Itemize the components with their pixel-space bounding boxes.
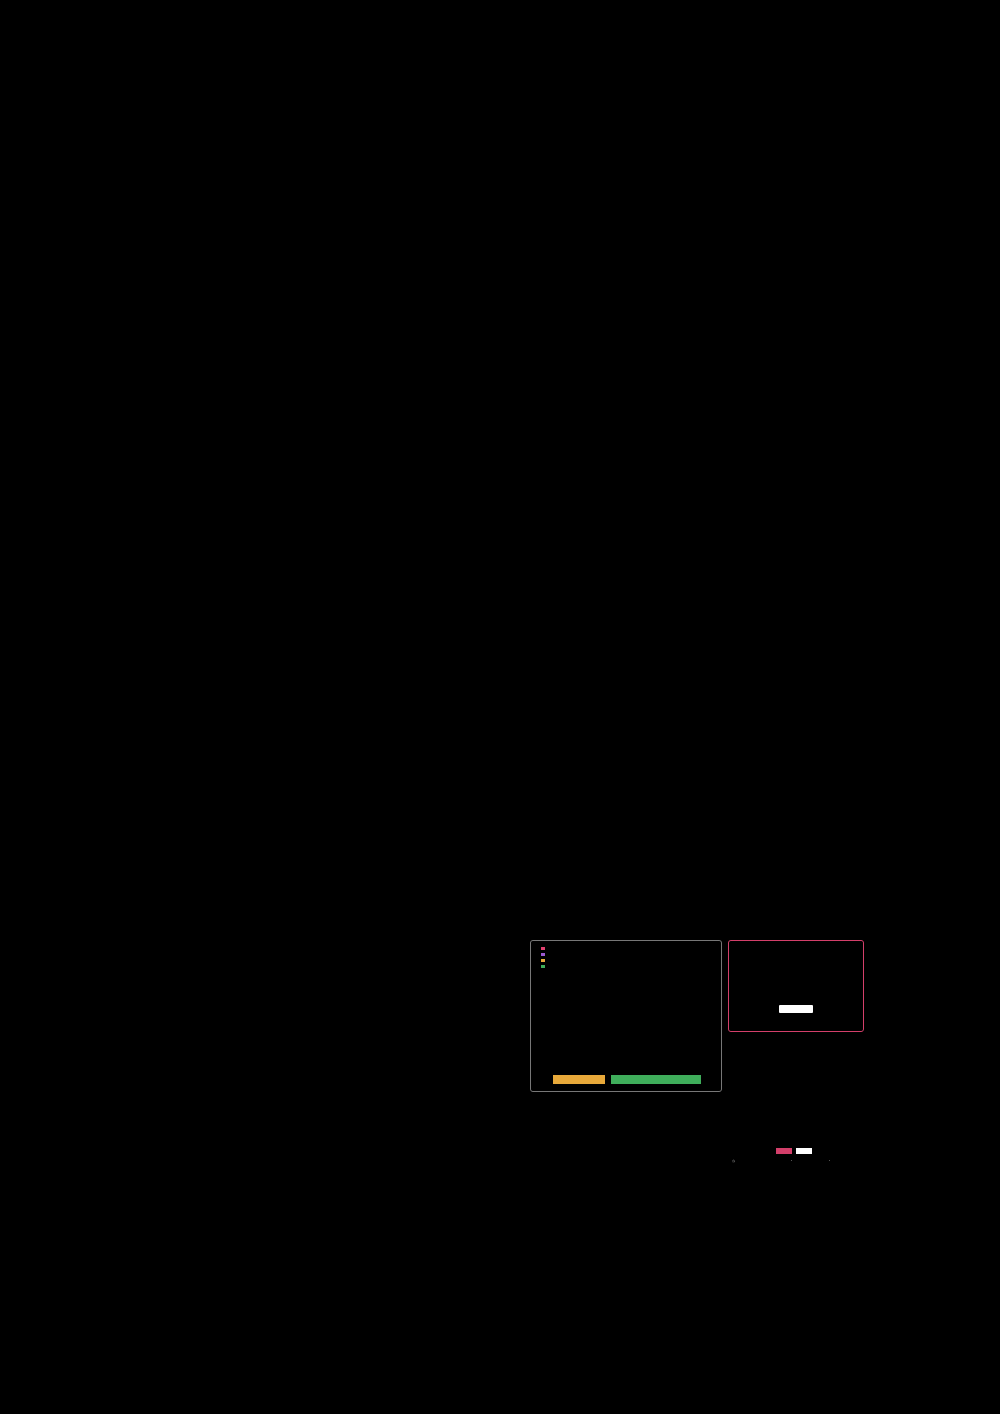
parliament-screenshot (528, 882, 864, 1182)
vote-yes-button[interactable] (776, 1148, 792, 1154)
vote-no-button[interactable] (796, 1148, 812, 1154)
hemicycle-panel (530, 940, 722, 1092)
left-column (136, 480, 481, 504)
proposal-footer-turnout: ◔ (790, 1159, 793, 1163)
join-cabinet-button[interactable] (779, 1005, 813, 1013)
withdraw-button[interactable] (553, 1075, 605, 1084)
membership-panel (728, 940, 864, 1032)
right-column (528, 480, 873, 504)
proposal-footer-time: ◷ (732, 1159, 736, 1163)
proposal-graphic (728, 1072, 862, 1134)
hemicycle-seats (531, 941, 721, 1091)
proposal-footer-yes: ◔ (828, 1159, 831, 1163)
vote-button[interactable] (611, 1075, 701, 1084)
